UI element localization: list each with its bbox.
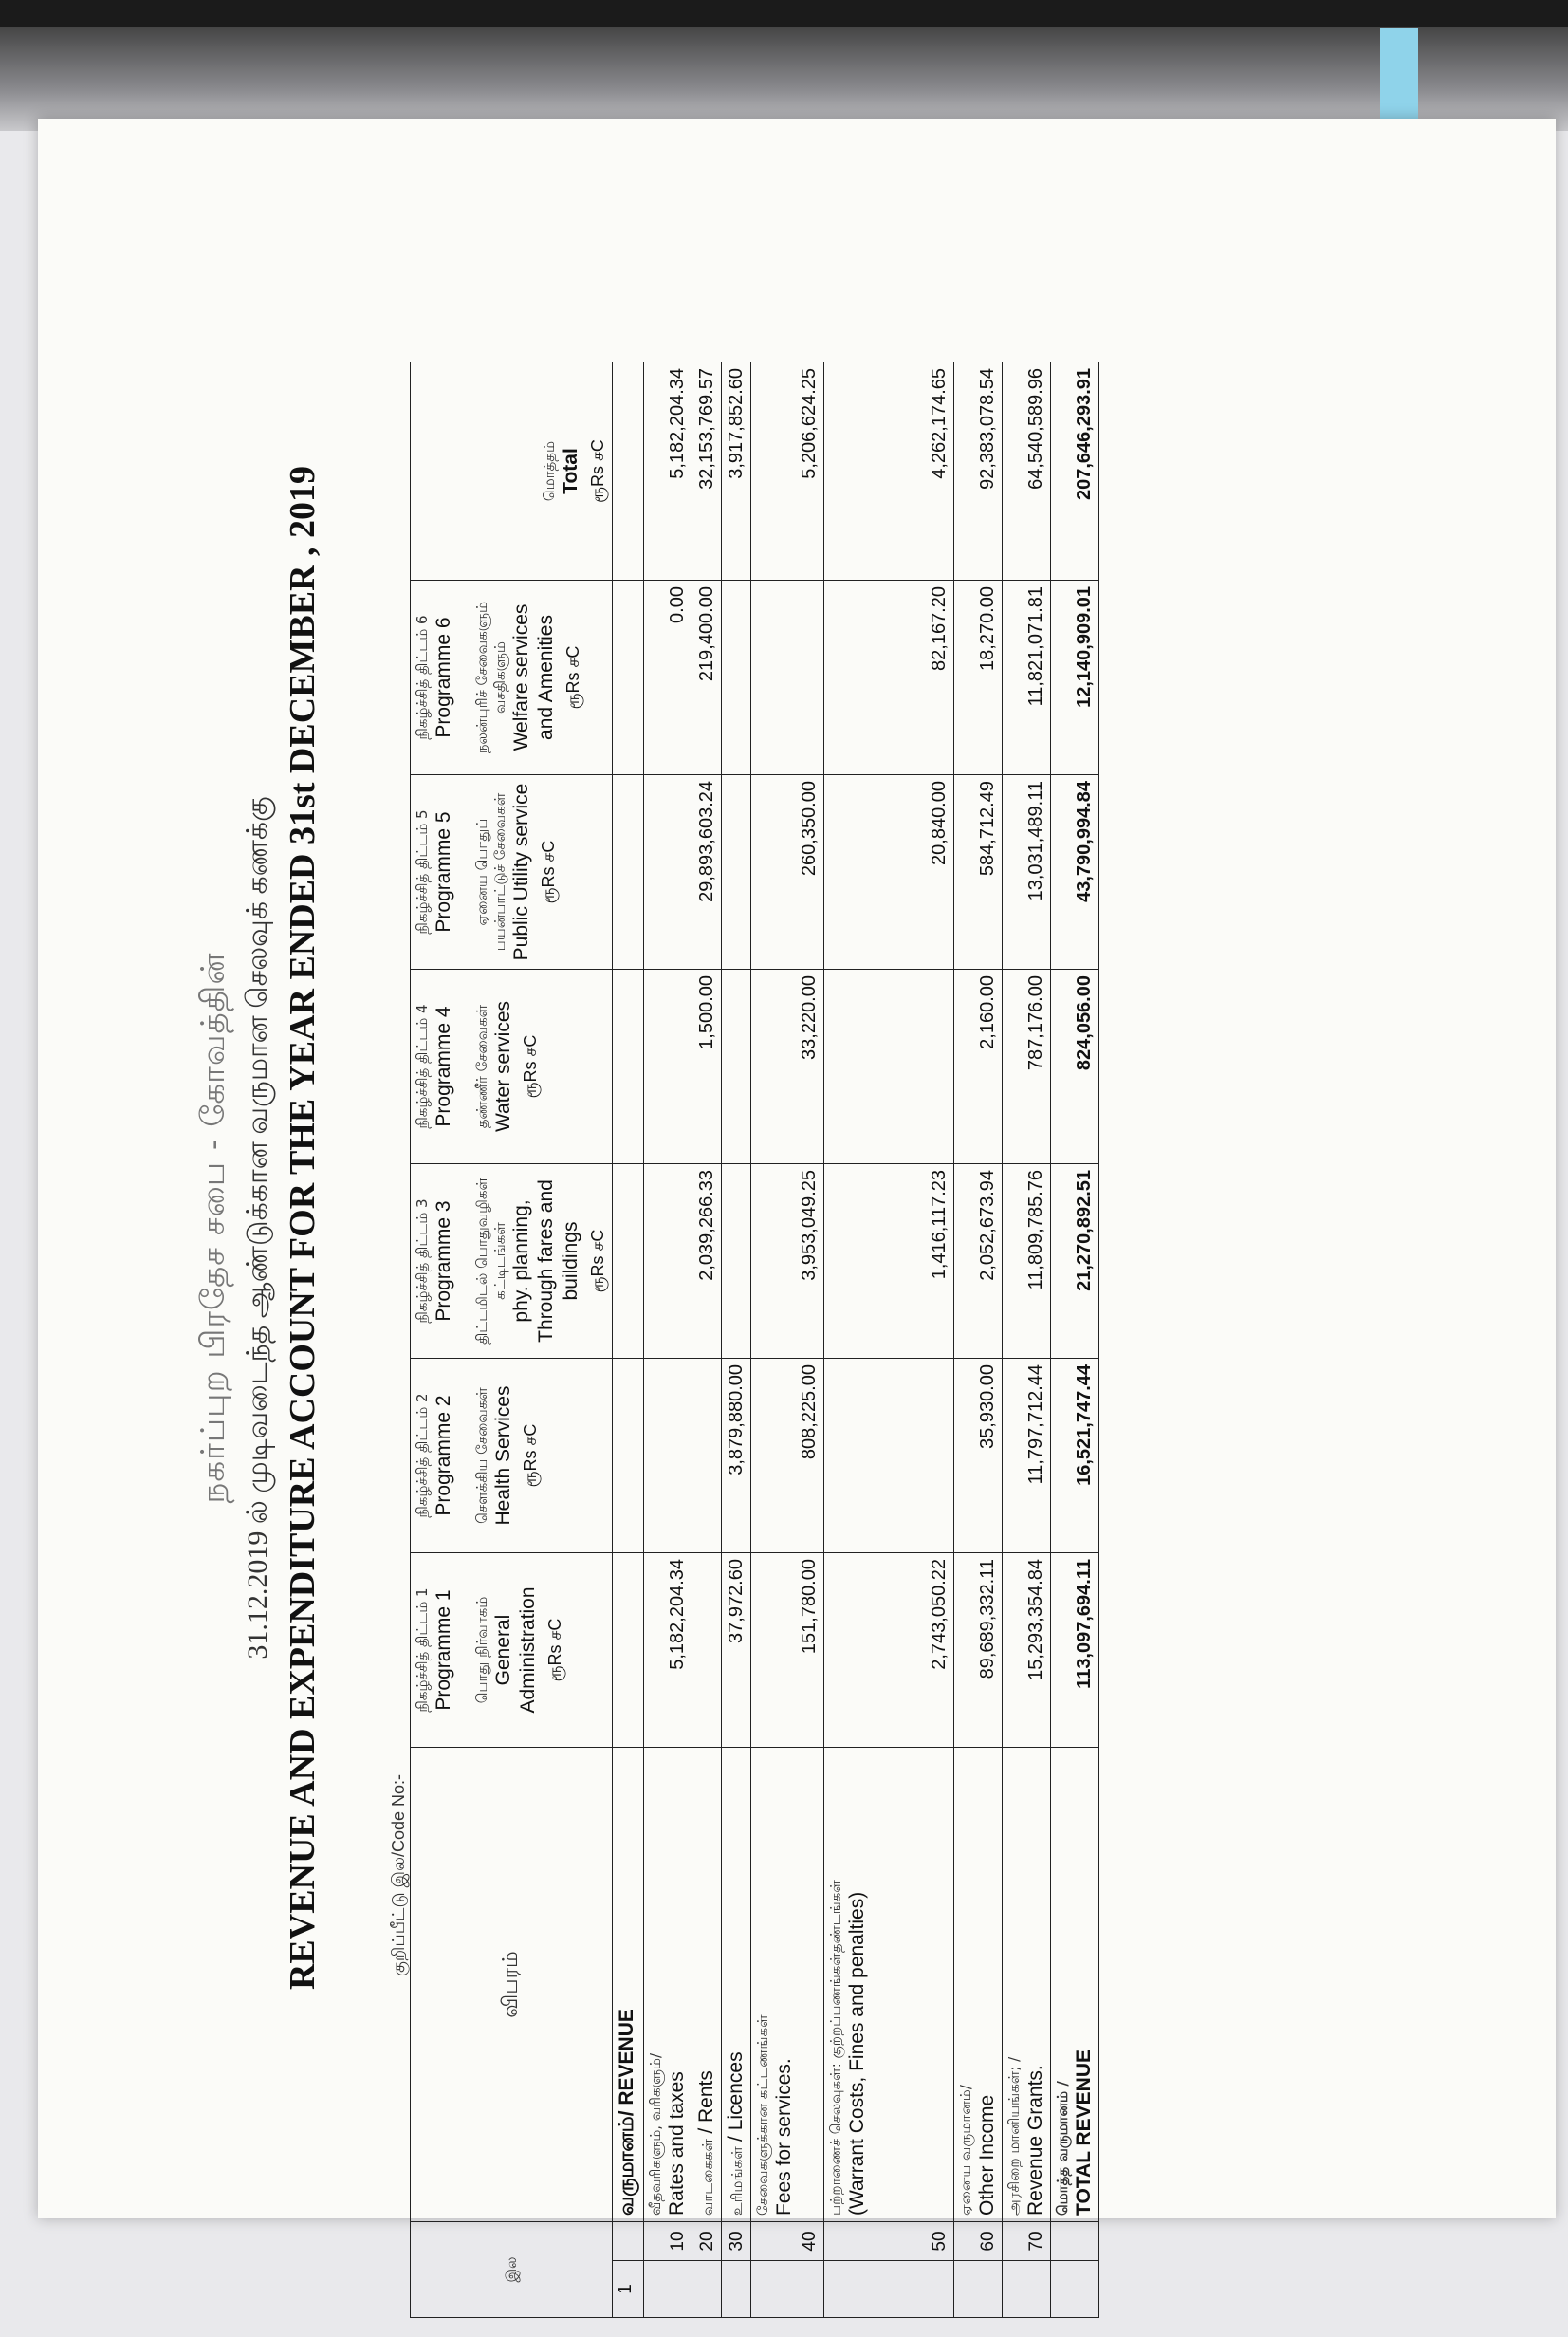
cell-programme-1: 2,743,050.22 <box>823 1553 953 1748</box>
cell-programme-4: 33,220.00 <box>750 970 823 1164</box>
cell-programme-5: 29,893,603.24 <box>692 775 721 970</box>
title-block <box>194 119 323 2337</box>
col-header-programme-3: நிகழ்ச்சித் திட்டம் 3 Programme 3 திட்டமிடல் பொதுவழிகள் கட்டிடங்கள் phy. planning, Through fares and buildings ரூRs சC <box>411 1164 613 1359</box>
col-header-programme-4: நிகழ்ச்சித் திட்டம் 4 Programme 4 தண்ணீர் சேவைகள் Water services ரூRs சC <box>411 970 613 1164</box>
section-row <box>612 362 643 2318</box>
total-programme-2: 16,521,747.44 <box>1050 1359 1098 1553</box>
tamil-title: நகர்ப்புற பிரதேச சபை - கோவத்தின் <box>194 952 232 1504</box>
cell-programme-2 <box>643 1359 692 1553</box>
cell-programme-3: 1,416,117.23 <box>823 1164 953 1359</box>
scan-shadow <box>0 27 1568 131</box>
col-header-particulars: விபரம் <box>411 1748 613 2222</box>
cell-total: 5,182,204.34 <box>643 362 692 581</box>
row-description: வீதவரிகளும், வரிகளும்/ Rates and taxes <box>643 1748 692 2222</box>
row-code: 70 <box>1002 2222 1050 2261</box>
row-code: 30 <box>721 2222 750 2261</box>
cell-programme-4 <box>823 970 953 1164</box>
cell-programme-6 <box>721 581 750 775</box>
document-page <box>38 119 1556 2294</box>
row-code: 60 <box>953 2222 1002 2261</box>
cell-programme-6: 18,270.00 <box>953 581 1002 775</box>
code-label: குறிப்பீட்டு இல/Code No:- <box>389 1773 408 1976</box>
cell-programme-1: 151,780.00 <box>750 1553 823 1748</box>
cell-programme-3 <box>643 1164 692 1359</box>
cell-total: 32,153,769.57 <box>692 362 721 581</box>
section-number: 1 <box>612 2261 643 2318</box>
period-line: 31.12.2019 ல் முடிவடைந்த ஆண்டுக்கான வருமான செலவுக் கணக்கு <box>242 796 273 1660</box>
total-programme-1: 113,097,694.11 <box>1050 1553 1098 1748</box>
total-revenue-row <box>1050 362 1098 2318</box>
cell-programme-1: 89,689,332.11 <box>953 1553 1002 1748</box>
cell-programme-3 <box>721 1164 750 1359</box>
cell-total: 3,917,852.60 <box>721 362 750 581</box>
col-header-programme-1: நிகழ்ச்சித் திட்டம் 1 Programme 1 பொது நிர்வாகம் General Administration ரூRs சC <box>411 1553 613 1748</box>
cell-programme-1 <box>692 1553 721 1748</box>
table-row <box>823 362 953 2318</box>
row-description: உரிமங்கள் / Licences <box>721 1748 750 2222</box>
table-row <box>643 362 692 2318</box>
cell-programme-2 <box>692 1359 721 1553</box>
table-row <box>721 362 750 2318</box>
cell-programme-3: 11,809,785.76 <box>1002 1164 1050 1359</box>
cell-programme-4 <box>643 970 692 1164</box>
total-programme-5: 43,790,994.84 <box>1050 775 1098 970</box>
cell-programme-1: 15,293,354.84 <box>1002 1553 1050 1748</box>
cell-programme-5: 260,350.00 <box>750 775 823 970</box>
table-row <box>692 362 721 2318</box>
row-code: 50 <box>823 2222 953 2261</box>
cell-programme-6: 82,167.20 <box>823 581 953 775</box>
revenue-table <box>410 362 1099 2318</box>
col-header-total: மொத்தம் Total ரூRs சC <box>411 362 613 581</box>
cell-programme-5 <box>721 775 750 970</box>
cell-programme-6: 11,821,071.81 <box>1002 581 1050 775</box>
col-header-programme-6: நிகழ்ச்சித் திட்டம் 6 Programme 6 நலன்புரிச் சேவைகளும் வசதிகளும் Welfare services and Amenities ரூRs சC <box>411 581 613 775</box>
row-code: 20 <box>692 2222 721 2261</box>
cell-programme-2: 11,797,712.44 <box>1002 1359 1050 1553</box>
cell-programme-3: 3,953,049.25 <box>750 1164 823 1359</box>
cell-programme-1: 5,182,204.34 <box>643 1553 692 1748</box>
cell-programme-5: 584,712.49 <box>953 775 1002 970</box>
scanner-edge <box>0 0 1568 27</box>
row-description: வாடகைகள் / Rents <box>692 1748 721 2222</box>
cell-programme-4: 787,176.00 <box>1002 970 1050 1164</box>
cell-programme-3: 2,052,673.94 <box>953 1164 1002 1359</box>
cell-programme-6: 0.00 <box>643 581 692 775</box>
cell-programme-5: 13,031,489.11 <box>1002 775 1050 970</box>
cell-total: 4,262,174.65 <box>823 362 953 581</box>
cell-total: 5,206,624.25 <box>750 362 823 581</box>
header-row <box>411 362 613 2318</box>
total-programme-3: 21,270,892.51 <box>1050 1164 1098 1359</box>
cell-programme-6: 219,400.00 <box>692 581 721 775</box>
table-row <box>953 362 1002 2318</box>
cell-programme-5 <box>643 775 692 970</box>
col-header-no: இல <box>411 2222 613 2318</box>
total-revenue-label: மொத்த வருமானம் / TOTAL REVENUE <box>1050 1748 1098 2222</box>
row-description: ஏனைய வருமானம்/ Other Income <box>953 1748 1002 2222</box>
row-description: பற்றாணைச் செலவுகள்: குற்றப்பணங்கள்தண்டங்கள் (Warrant Costs, Fines and penalties) <box>823 1748 953 2222</box>
cell-programme-2 <box>823 1359 953 1553</box>
total-programme-4: 824,056.00 <box>1050 970 1098 1164</box>
english-title: REVENUE AND EXPENDITURE ACCOUNT FOR THE YEAR ENDED 31st DECEMBER , 2019 <box>283 465 323 1991</box>
cell-programme-4: 2,160.00 <box>953 970 1002 1164</box>
row-description: சேவைகளுக்கான கட்டணங்கள் Fees for services. <box>750 1748 823 2222</box>
row-code: 10 <box>643 2222 692 2261</box>
cell-programme-2: 3,879,880.00 <box>721 1359 750 1553</box>
cell-programme-4 <box>721 970 750 1164</box>
table-row <box>750 362 823 2318</box>
cell-programme-3: 2,039,266.33 <box>692 1164 721 1359</box>
col-header-programme-2: நிகழ்ச்சித் திட்டம் 2 Programme 2 சௌக்கிய சேவைகள் Health Services ரூRs சC <box>411 1359 613 1553</box>
col-header-programme-5: நிகழ்ச்சித் திட்டம் 5 Programme 5 ஏனைய பொதுப் பயன்பாட்டுச் சேவைகள் Public Utility service ரூRs சC <box>411 775 613 970</box>
rotated-content <box>38 119 1568 2337</box>
cell-programme-1: 37,972.60 <box>721 1553 750 1748</box>
section-label: வருமானம்/ REVENUE <box>612 1748 643 2222</box>
row-code: 40 <box>750 2222 823 2261</box>
total-programme-6: 12,140,909.01 <box>1050 581 1098 775</box>
cell-programme-6 <box>750 581 823 775</box>
table-row <box>1002 362 1050 2318</box>
cell-total: 92,383,078.54 <box>953 362 1002 581</box>
cell-programme-2: 35,930.00 <box>953 1359 1002 1553</box>
cell-programme-5: 20,840.00 <box>823 775 953 970</box>
cell-programme-4: 1,500.00 <box>692 970 721 1164</box>
cell-total: 64,540,589.96 <box>1002 362 1050 581</box>
row-description: அரசிறை மானியங்கள்; / Revenue Grants. <box>1002 1748 1050 2222</box>
grand-total: 207,646,293.91 <box>1050 362 1098 581</box>
cell-programme-2: 808,225.00 <box>750 1359 823 1553</box>
